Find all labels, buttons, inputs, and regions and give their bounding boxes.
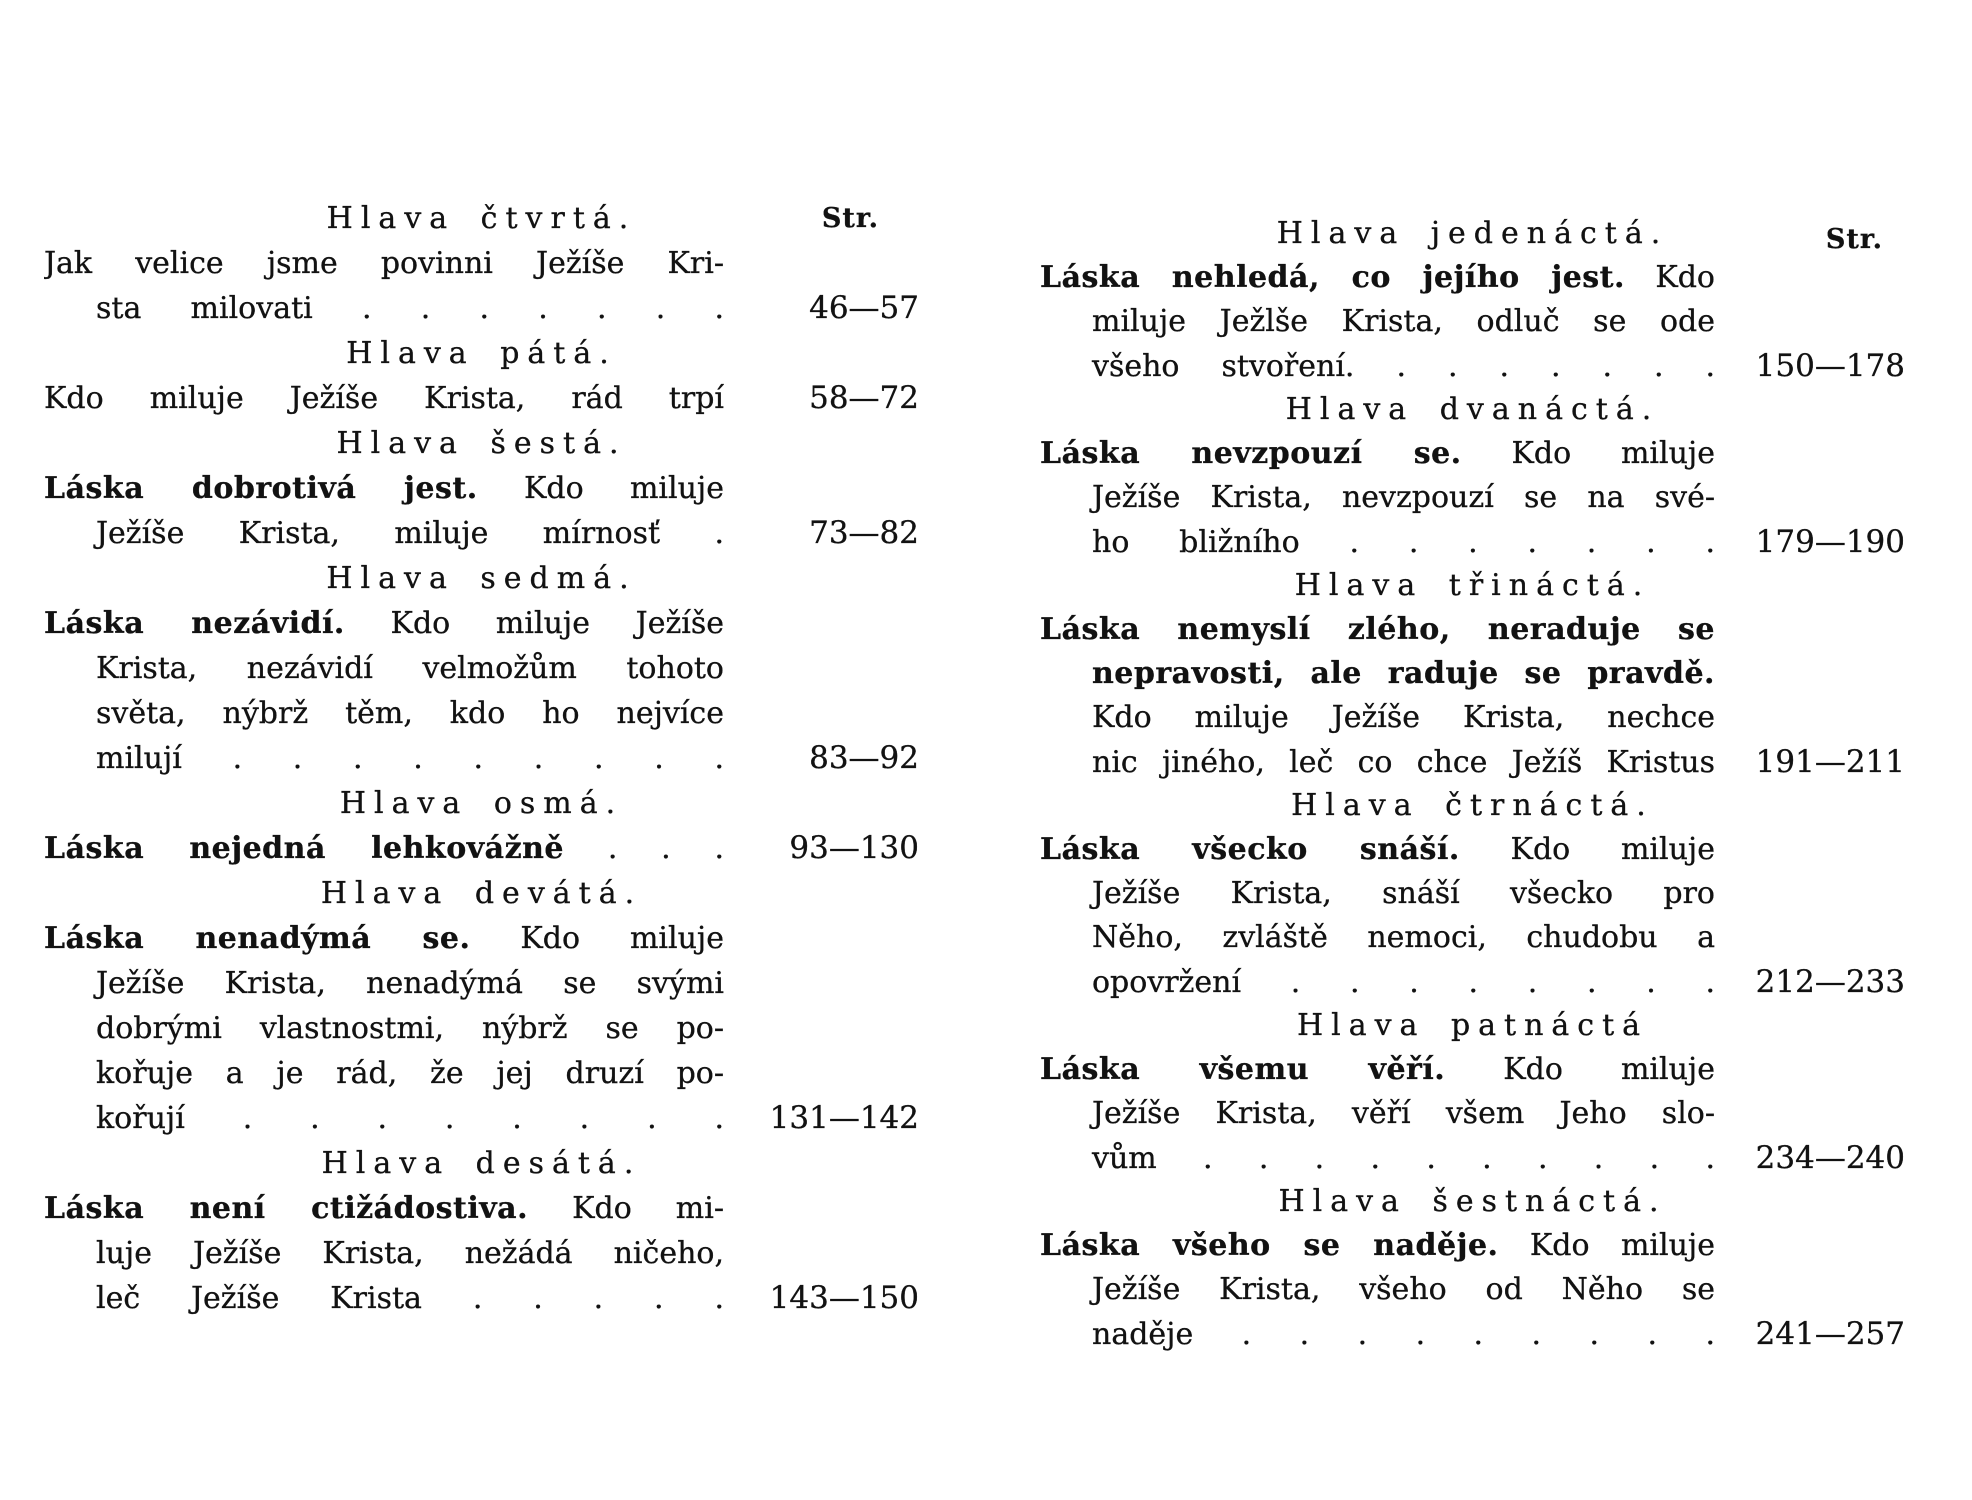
page-range: 241—257	[1755, 1316, 1905, 1352]
page-range: 93—130	[789, 830, 919, 866]
page-range: 212—233	[1755, 964, 1905, 1000]
entry-text: luje Ježíše Krista, nežádá ničeho,	[96, 1236, 724, 1271]
toc-column-right	[1040, 212, 1905, 1356]
dot-leader: . . . . . . .	[361, 291, 724, 326]
chapter-heading: Hlava šestnáctá.	[1278, 1184, 1667, 1219]
toc-line	[44, 601, 919, 646]
page-range: 150—178	[1755, 348, 1905, 384]
toc-line-text	[44, 466, 724, 511]
toc-line-text	[44, 1051, 724, 1096]
entry-text: Ježíše Krista, nenadýmá se svými	[96, 966, 724, 1001]
entry-text: milují	[96, 741, 182, 776]
entry-text: Ježíše Krista, miluje mírnosť	[96, 516, 661, 551]
entry-text: Ježíše Krista, všeho od Něho se	[1092, 1272, 1715, 1307]
toc-line	[44, 466, 919, 511]
toc-line-text	[44, 826, 724, 871]
entry-text: sta milovati	[96, 291, 313, 326]
toc-line	[1040, 916, 1905, 960]
toc-line-text	[44, 1006, 724, 1051]
toc-line-text	[44, 736, 724, 781]
entry-lead-bold: Láska nejedná lehkovážně	[44, 831, 565, 866]
entry-text: Kdo miluje	[1510, 832, 1715, 867]
toc-line	[1040, 300, 1905, 344]
toc-line-text	[1040, 256, 1715, 300]
chapter-heading: Hlava dvanáctá.	[1285, 392, 1660, 427]
toc-line	[1040, 828, 1905, 872]
page-range: 234—240	[1755, 1140, 1905, 1176]
entry-text: Něho, zvláště nemoci, chudobu a	[1092, 920, 1715, 955]
toc-line	[1040, 1312, 1905, 1356]
entry-text: Kdo mi-	[572, 1191, 724, 1226]
entry-text: Ježíše Krista, snáší všecko pro	[1092, 876, 1715, 911]
entry-lead-bold: Láska nevzpouzí se.	[1040, 436, 1462, 471]
chapter-heading: Hlava čtrnáctá.	[1291, 788, 1654, 823]
toc-line	[1040, 696, 1905, 740]
page-range: 179—190	[1755, 524, 1905, 560]
page-range: 191—211	[1755, 744, 1905, 780]
toc-line	[1040, 1136, 1905, 1180]
page-range: 46—57	[809, 290, 919, 326]
entry-text: Kdo miluje Ježíše	[390, 606, 724, 641]
toc-line	[1040, 740, 1905, 784]
toc-line	[44, 1186, 919, 1231]
toc-line-text	[44, 1186, 724, 1231]
toc-line	[44, 511, 919, 556]
entry-text: Kdo miluje	[523, 471, 724, 506]
toc-line-text	[44, 691, 724, 736]
entry-text: Kdo miluje	[1503, 1052, 1715, 1087]
toc-line	[44, 1096, 919, 1141]
entry-text: naděje	[1092, 1317, 1194, 1352]
chapter-heading: Hlava pátá.	[346, 336, 617, 371]
toc-line	[1040, 1224, 1905, 1268]
entry-text: Kdo miluje Ježíše Krista, rád trpí	[44, 381, 724, 416]
toc-line	[44, 736, 919, 781]
entry-lead-bold: nepravosti, ale raduje se pravdě.	[1092, 656, 1715, 691]
page-number-column-label-left: Str.	[821, 203, 879, 234]
entry-text: ho bližního	[1092, 525, 1300, 560]
toc-line	[44, 691, 919, 736]
entry-lead-bold: Láska všecko snáší.	[1040, 832, 1460, 867]
entry-text: Kdo	[1655, 260, 1715, 295]
entry-text: Kdo miluje	[520, 921, 724, 956]
toc-line	[44, 826, 919, 871]
toc-line	[1040, 1048, 1905, 1092]
toc-line	[44, 1051, 919, 1096]
toc-line	[44, 646, 919, 691]
entry-lead-bold: Láska všemu věří.	[1040, 1052, 1446, 1087]
dot-leader: . . . . . . . .	[242, 1101, 724, 1136]
toc-line	[1040, 344, 1905, 388]
toc-line-text	[1040, 1224, 1715, 1268]
entry-text: nic jiného, leč co chce Ježíš Kristus	[1092, 745, 1715, 780]
toc-line	[44, 961, 919, 1006]
dot-leader: . . . . . . . .	[1290, 965, 1715, 1000]
toc-line-text	[1040, 828, 1715, 872]
toc-column-left	[44, 196, 919, 1321]
toc-line-text	[1040, 476, 1715, 520]
dot-leader: . . . . . . . . .	[1241, 1317, 1715, 1352]
entry-text: Jak velice jsme povinni Ježíše Kri-	[44, 246, 724, 281]
chapter-heading: Hlava patnáctá	[1296, 1008, 1649, 1043]
entry-text: kořuje a je rád, že jej druzí po-	[96, 1056, 724, 1091]
toc-line	[1040, 872, 1905, 916]
toc-line-text	[44, 961, 724, 1006]
dot-leader: .	[714, 516, 724, 551]
entry-text: kořují	[96, 1101, 185, 1136]
toc-line-text	[1040, 432, 1715, 476]
entry-text: Krista, nezávidí velmožům tohoto	[96, 651, 724, 686]
toc-line	[44, 286, 919, 331]
toc-entries-right	[1040, 212, 1905, 1356]
entry-lead-bold: Láska není ctižádostiva.	[44, 1191, 529, 1226]
entry-text: opovržení	[1092, 965, 1242, 1000]
chapter-heading: Hlava devátá.	[320, 876, 643, 911]
toc-line-text	[44, 286, 724, 331]
toc-line	[1040, 1092, 1905, 1136]
page-range: 143—150	[769, 1280, 919, 1316]
toc-entries-left	[44, 196, 919, 1321]
toc-line	[1040, 476, 1905, 520]
toc-line-text	[44, 1096, 724, 1141]
toc-line-text	[1040, 1137, 1715, 1181]
entry-text: všeho stvoření.	[1092, 349, 1355, 384]
entry-lead-bold: Láska dobrotivá jest.	[44, 471, 478, 506]
toc-line-text	[1040, 521, 1715, 565]
toc-line-text	[44, 601, 724, 646]
entry-text: vům	[1092, 1141, 1157, 1176]
entry-text: Kdo miluje	[1511, 436, 1715, 471]
toc-line-text	[44, 1276, 724, 1321]
chapter-heading: Hlava osmá.	[339, 786, 624, 821]
dot-leader: . . . . .	[472, 1281, 724, 1316]
chapter-heading: Hlava třináctá.	[1294, 568, 1651, 603]
toc-line-text	[44, 376, 724, 421]
page-range: 83—92	[809, 740, 919, 776]
chapter-heading: Hlava šestá.	[336, 426, 627, 461]
dot-leader: . . . . . . .	[1396, 349, 1715, 384]
chapter-heading: Hlava sedmá.	[326, 561, 637, 596]
toc-line-text	[1040, 961, 1715, 1005]
toc-line-text	[1040, 608, 1715, 652]
entry-lead-bold: Láska nenadýmá se.	[44, 921, 471, 956]
page-range: 73—82	[809, 515, 919, 551]
toc-line-text	[1040, 345, 1715, 389]
dot-leader: . . . . . . .	[1349, 525, 1715, 560]
entry-text: Ježíše Krista, věří všem Jeho slo-	[1092, 1096, 1715, 1131]
toc-line-text	[1040, 696, 1715, 740]
toc-line-text	[44, 646, 724, 691]
toc-line-text	[44, 511, 724, 556]
toc-line-text	[44, 1231, 724, 1276]
toc-line-text	[44, 916, 724, 961]
dot-leader: . . . . . . . . .	[232, 741, 724, 776]
entry-lead-bold: Láska nehledá, co jejího jest.	[1040, 260, 1625, 295]
entry-text: miluje Ježlše Krista, odluč se ode	[1092, 304, 1715, 339]
dot-leader: . . . . . . . . . .	[1203, 1141, 1715, 1176]
toc-line-text	[1040, 916, 1715, 960]
entry-text: světa, nýbrž těm, kdo ho nejvíce	[96, 696, 724, 731]
entry-text: Ježíše Krista, nevzpouzí se na své-	[1092, 480, 1715, 515]
toc-line-text	[1040, 1048, 1715, 1092]
chapter-heading: Hlava desátá.	[321, 1146, 642, 1181]
toc-line-text	[1040, 1313, 1715, 1357]
toc-line	[44, 916, 919, 961]
toc-line	[44, 1276, 919, 1321]
toc-line-text	[44, 241, 724, 286]
toc-line	[44, 376, 919, 421]
toc-line	[1040, 432, 1905, 476]
toc-line-text	[1040, 741, 1715, 785]
entry-lead-bold: Láska všeho se naděje.	[1040, 1228, 1499, 1263]
toc-line-text	[1040, 300, 1715, 344]
chapter-heading: Hlava jedenáctá.	[1276, 216, 1669, 251]
toc-line	[1040, 652, 1905, 696]
toc-line	[1040, 960, 1905, 1004]
entry-lead-bold: Láska nemyslí zlého, neraduje se	[1040, 612, 1715, 647]
toc-line	[1040, 520, 1905, 564]
chapter-heading: Hlava čtvrtá.	[326, 201, 637, 236]
toc-line-text	[1040, 872, 1715, 916]
toc-line	[1040, 256, 1905, 300]
toc-line-text	[1040, 1092, 1715, 1136]
toc-line	[44, 1231, 919, 1276]
toc-line	[1040, 1268, 1905, 1312]
entry-text: Kdo miluje	[1529, 1228, 1715, 1263]
entry-text: leč Ježíše Krista	[96, 1281, 422, 1316]
page-range: 131—142	[769, 1100, 919, 1136]
toc-line-text	[1040, 1268, 1715, 1312]
entry-text: dobrými vlastnostmi, nýbrž se po-	[96, 1011, 724, 1046]
toc-line	[1040, 608, 1905, 652]
toc-line	[44, 1006, 919, 1051]
page-range: 58—72	[809, 380, 919, 416]
entry-lead-bold: Láska nezávidí.	[44, 606, 345, 641]
page-number-column-label-right: Str.	[1825, 224, 1883, 255]
dot-leader: . . .	[607, 831, 724, 866]
toc-line-text	[1040, 652, 1715, 696]
entry-text: Kdo miluje Ježíše Krista, nechce	[1092, 700, 1715, 735]
toc-line	[44, 241, 919, 286]
